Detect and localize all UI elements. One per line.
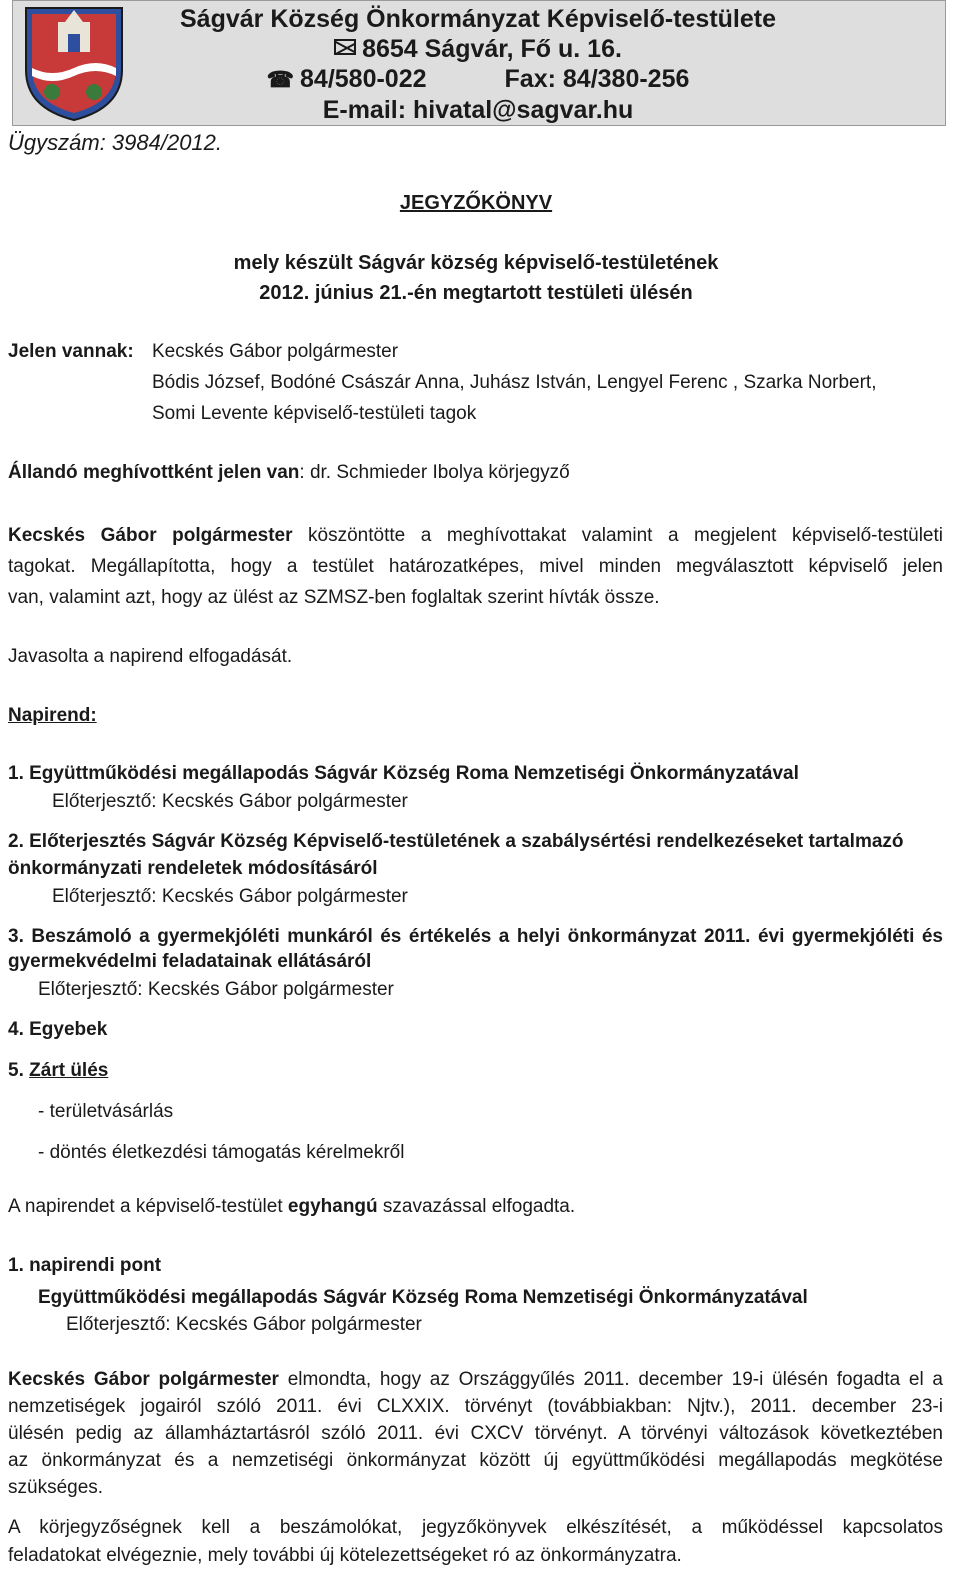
- telephone-icon: ☎: [266, 67, 295, 92]
- point-1-para-1-line-2: nemzetiségek jogairól szóló 2011. évi CLXXIX. törvényt (továbbiakban: Njtv.), 2011. december 23-i: [8, 1396, 943, 1417]
- acceptance-after: szavazással elfogadta.: [382, 1196, 576, 1217]
- document-title: JEGYZŐKÖNYV: [399, 192, 553, 214]
- agenda-heading: Napirend:: [8, 705, 97, 726]
- acceptance-line: [8, 1191, 575, 1222]
- agenda-item-1-presenter: Előterjesztő: Kecskés Gábor polgármester: [52, 791, 408, 812]
- phone-number: 84/580-022: [300, 65, 427, 93]
- point-1-para-1-text: elmondta, hogy az Országgyűlés 2011. december 19-i ülésén fogadta el a: [287, 1369, 944, 1390]
- address-line: [128, 34, 828, 64]
- agenda-item-5-title: [8, 1055, 108, 1086]
- point-1-para-2-line-1: A körjegyzőségnek kell a beszámolókat, jegyzőkönyvek elkészítését, a működéssel kapcsolatos: [8, 1517, 943, 1538]
- opening-speaker: Kecskés Gábor polgármester: [8, 525, 293, 546]
- letterhead-text: [128, 4, 828, 125]
- agenda-item-1-title: 1. Együttműködési megállapodás Ságvár Község Roma Nemzetiségi Önkormányzatával: [8, 763, 799, 784]
- invited-line: [8, 457, 570, 488]
- opening-line-3: van, valamint azt, hogy az ülést az SZMSZ-ben foglaltak szerint hívták össze.: [8, 587, 660, 608]
- agenda-item-3-title-1: 3. Beszámoló a gyermekjóléti munkáról és értékelés a helyi önkormányzat 2011. évi gyermekjóléti és: [8, 926, 943, 947]
- point-1-heading: 1. napirendi pont: [8, 1255, 162, 1276]
- agenda-item-5-number: 5.: [8, 1060, 24, 1081]
- agenda-item-2-presenter: Előterjesztő: Kecskés Gábor polgármester: [52, 886, 408, 907]
- attendees-label: Jelen vannak:: [8, 341, 134, 362]
- point-1-para-1-line-5: szükséges.: [8, 1477, 104, 1498]
- agenda-item-5-sub-2: - döntés életkezdési támogatás kérelmekről: [38, 1142, 405, 1163]
- point-1-para-1-line-4: az önkormányzat és a nemzetiségi önkormányzat között új együttműködési megállapodás megkötése: [8, 1450, 943, 1471]
- point-1-title: Együttműködési megállapodás Ságvár Község Roma Nemzetiségi Önkormányzatával: [38, 1287, 808, 1308]
- point-1-para-2-line-2: feladatokat elvégeznie, mely további új kötelezettségeket ró az önkormányzatra.: [8, 1545, 682, 1566]
- attendees-members-cont: Somi Levente képviselő-testületi tagok: [152, 403, 477, 424]
- agenda-item-3-title-2: gyermekvédelmi feladatainak ellátásáról: [8, 951, 372, 972]
- coat-of-arms-icon: [22, 4, 126, 122]
- point-1-presenter: Előterjesztő: Kecskés Gábor polgármester: [66, 1314, 422, 1335]
- point-1-speaker: Kecskés Gábor polgármester: [8, 1369, 279, 1390]
- fax-number: Fax: 84/380-256: [504, 65, 690, 93]
- agenda-item-2-title-1: 2. Előterjesztés Ságvár Község Képviselő-testületének a szabálysértési rendelkezéseket tartalmazó: [8, 831, 904, 852]
- attendees-members: Bódis József, Bodóné Császár Anna, Juhász István, Lengyel Ferenc , Szarka Norbert,: [152, 372, 877, 393]
- opening-line-1: [8, 520, 943, 551]
- address: 8654 Ságvár, Fő u. 16.: [362, 35, 622, 63]
- envelope-icon: [334, 39, 356, 55]
- proposal-text: Javasolta a napirend elfogadását.: [8, 646, 293, 667]
- invited-label: Állandó meghívottként jelen van: [8, 462, 300, 483]
- attendees-mayor: Kecskés Gábor polgármester: [152, 341, 399, 362]
- subtitle-line-1: mely készült Ságvár község képviselő-testületének: [233, 252, 719, 274]
- case-number: Ügyszám: 3984/2012.: [8, 130, 223, 155]
- agenda-item-5-label: Zárt ülés: [29, 1060, 109, 1081]
- agenda-item-4-title: 4. Egyebek: [8, 1019, 108, 1040]
- acceptance-before: A napirendet a képviselő-testület: [8, 1196, 283, 1217]
- agenda-item-5-sub-1: - területvásárlás: [38, 1101, 174, 1122]
- email-address: E-mail: hivatal@sagvar.hu: [322, 96, 634, 124]
- acceptance-unanimous: egyhangú: [287, 1196, 378, 1217]
- contact-line: [128, 64, 828, 95]
- opening-text: köszöntötte a meghívottakat valamint a megjelent képviselő-testületi: [308, 525, 943, 546]
- opening-line-2: tagokat. Megállapította, hogy a testület határozatképes, mivel minden megválasztott képviselő jelen: [8, 556, 943, 577]
- subtitle-line-2: 2012. június 21.-én megtartott testületi ülésén: [259, 282, 693, 304]
- invited-value: : dr. Schmieder Ibolya körjegyző: [299, 462, 570, 483]
- phone-group: [267, 64, 427, 95]
- agenda-item-3-presenter: Előterjesztő: Kecskés Gábor polgármester: [38, 979, 394, 1000]
- org-name: Ságvár Község Önkormányzat Képviselő-testülete: [179, 5, 777, 33]
- point-1-para-1-line-3: ülésén pedig az államháztartásról szóló 2011. évi CXCV törvényt. A törvényi változások következtében: [8, 1423, 943, 1444]
- agenda-item-2-title-2: önkormányzati rendeletek módosításáról: [8, 858, 378, 879]
